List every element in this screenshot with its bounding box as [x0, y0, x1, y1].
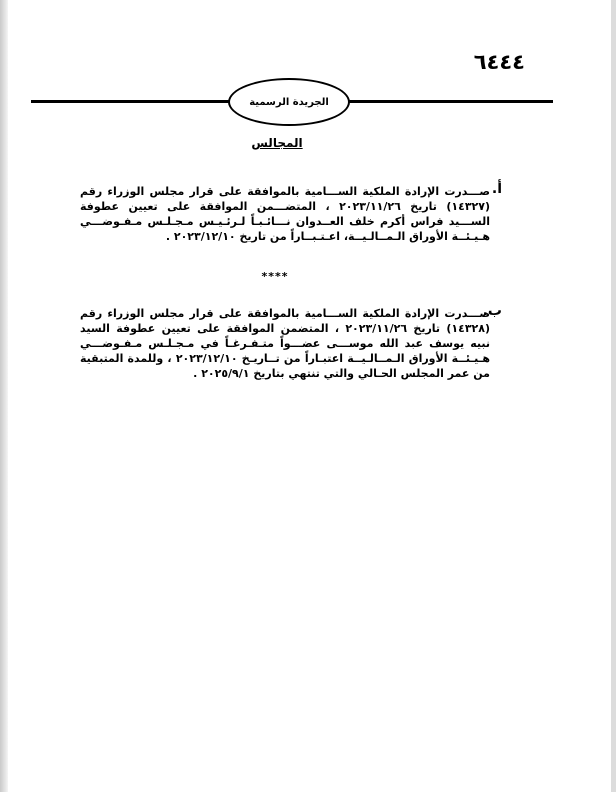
viewer-right-edge	[611, 0, 616, 792]
paragraph-item-b	[80, 303, 502, 381]
item-a-text: صـــدرت الإرادة الملكية الســـامية بالموافقة على قرار مجلس الوزراء رقم (١٤٣٢٧) تاريخ ٢٠٢٣/١١/٢٦ ، المتضـــمن الموافقة على تعيين عطوفة الســـيد فراس أكرم خلف العــدوان نـــائـبـاً لـرئـيـس مـجـلـس مـفـوضـــي هـيـئــة الأوراق الـمــالـيــة، اعـتـبــاراً من تاريخ ٢٠٢٣/١٢/١٠ .	[80, 185, 490, 243]
page-number: ٦٤٤٤	[473, 50, 525, 74]
item-b-marker: ب.	[482, 303, 502, 319]
item-b-text: صـــدرت الإرادة الملكية الســـامية بالموافقة على قرار مجلس الوزراء رقم (١٤٣٢٨) تاريخ ٢٠٢٣/١١/٢٦ ، المتضمن الموافقة على تعيين عطوفة السيد نبيه يوسف عبد الله موســـى عضـــواً متـفـرغـاً في مـجـلـس مـفـوضـــي هـيـئــة الأوراق الـمــالـيــة اعتبـاراً من تــاريـخ ٢٠٢٣/١٢/١٠ ، وللمدة المتبقية من عمر المجلس الحـالي والتي تنتهي بتاريخ ٢٠٢٥/٩/١ .	[80, 307, 491, 380]
gazette-header-oval	[228, 78, 350, 126]
gazette-header-title: الجريدة الرسمية	[249, 96, 329, 108]
section-title: المجالس	[251, 136, 303, 150]
paragraph-item-a	[80, 181, 502, 244]
item-a-marker: أ.	[491, 181, 502, 197]
viewer-left-edge	[0, 0, 8, 792]
section-separator: ****	[261, 270, 289, 283]
